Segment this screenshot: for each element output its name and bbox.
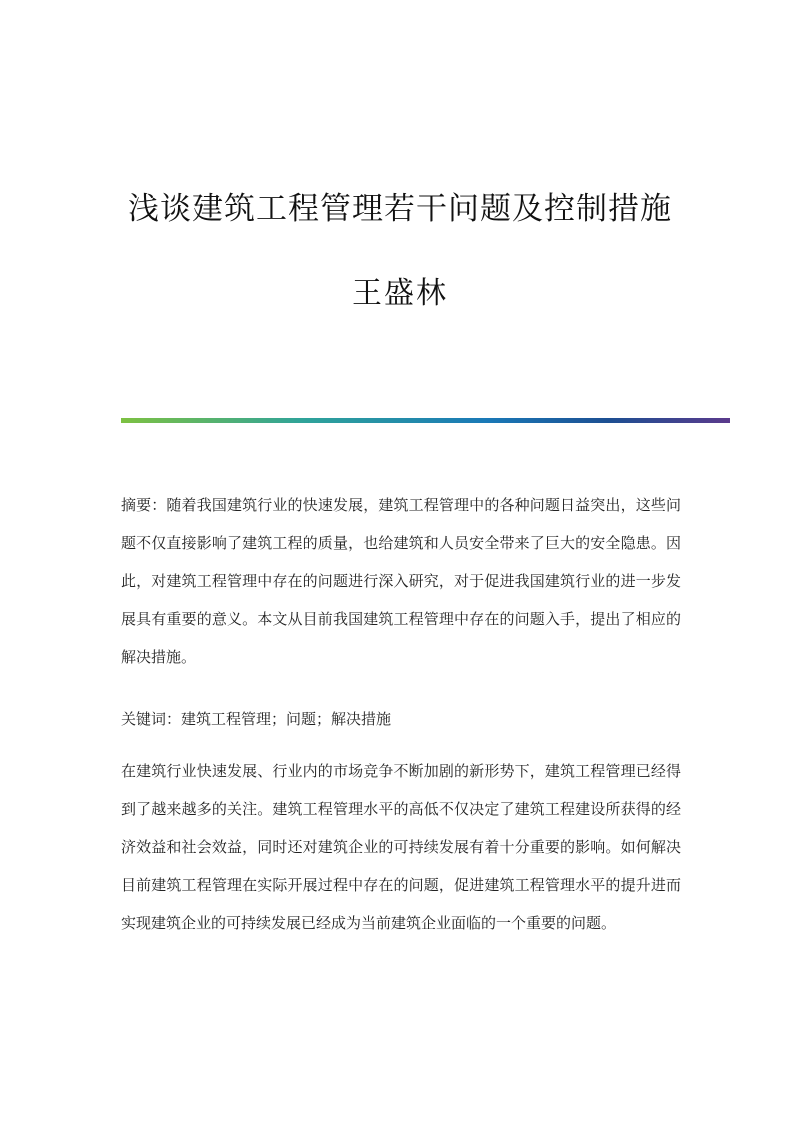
- keywords-line: 关键词：建筑工程管理；问题；解决措施: [121, 710, 392, 728]
- intro-paragraph: 在建筑行业快速发展、行业内的市场竞争不断加剧的新形势下，建筑工程管理已经得到了越来越多的关注。建筑工程管理水平的高低不仅决定了建筑工程建设所获得的经济效益和社会效益，同时还对建筑企业的可持续发展有着十分重要的影响。如何解决目前建筑工程管理在实际开展过程中存在的问题，促进建筑工程管理水平的提升进而实现建筑企业的可持续发展已经成为当前建筑企业面临的一个重要的问题。: [121, 762, 681, 932]
- gradient-divider: [121, 418, 730, 423]
- abstract-paragraph: 摘要：随着我国建筑行业的快速发展，建筑工程管理中的各种问题日益突出，这些问题不仅直接影响了建筑工程的质量，也给建筑和人员安全带来了巨大的安全隐患。因此，对建筑工程管理中存在的问题进行深入研究，对于促进我国建筑行业的进一步发展具有重要的意义。本文从目前我国建筑工程管理中存在的问题入手，提出了相应的解决措施。: [121, 496, 681, 666]
- document-title: 浅谈建筑工程管理若干问题及控制措施: [128, 191, 672, 227]
- document-author: 王盛林: [352, 276, 448, 311]
